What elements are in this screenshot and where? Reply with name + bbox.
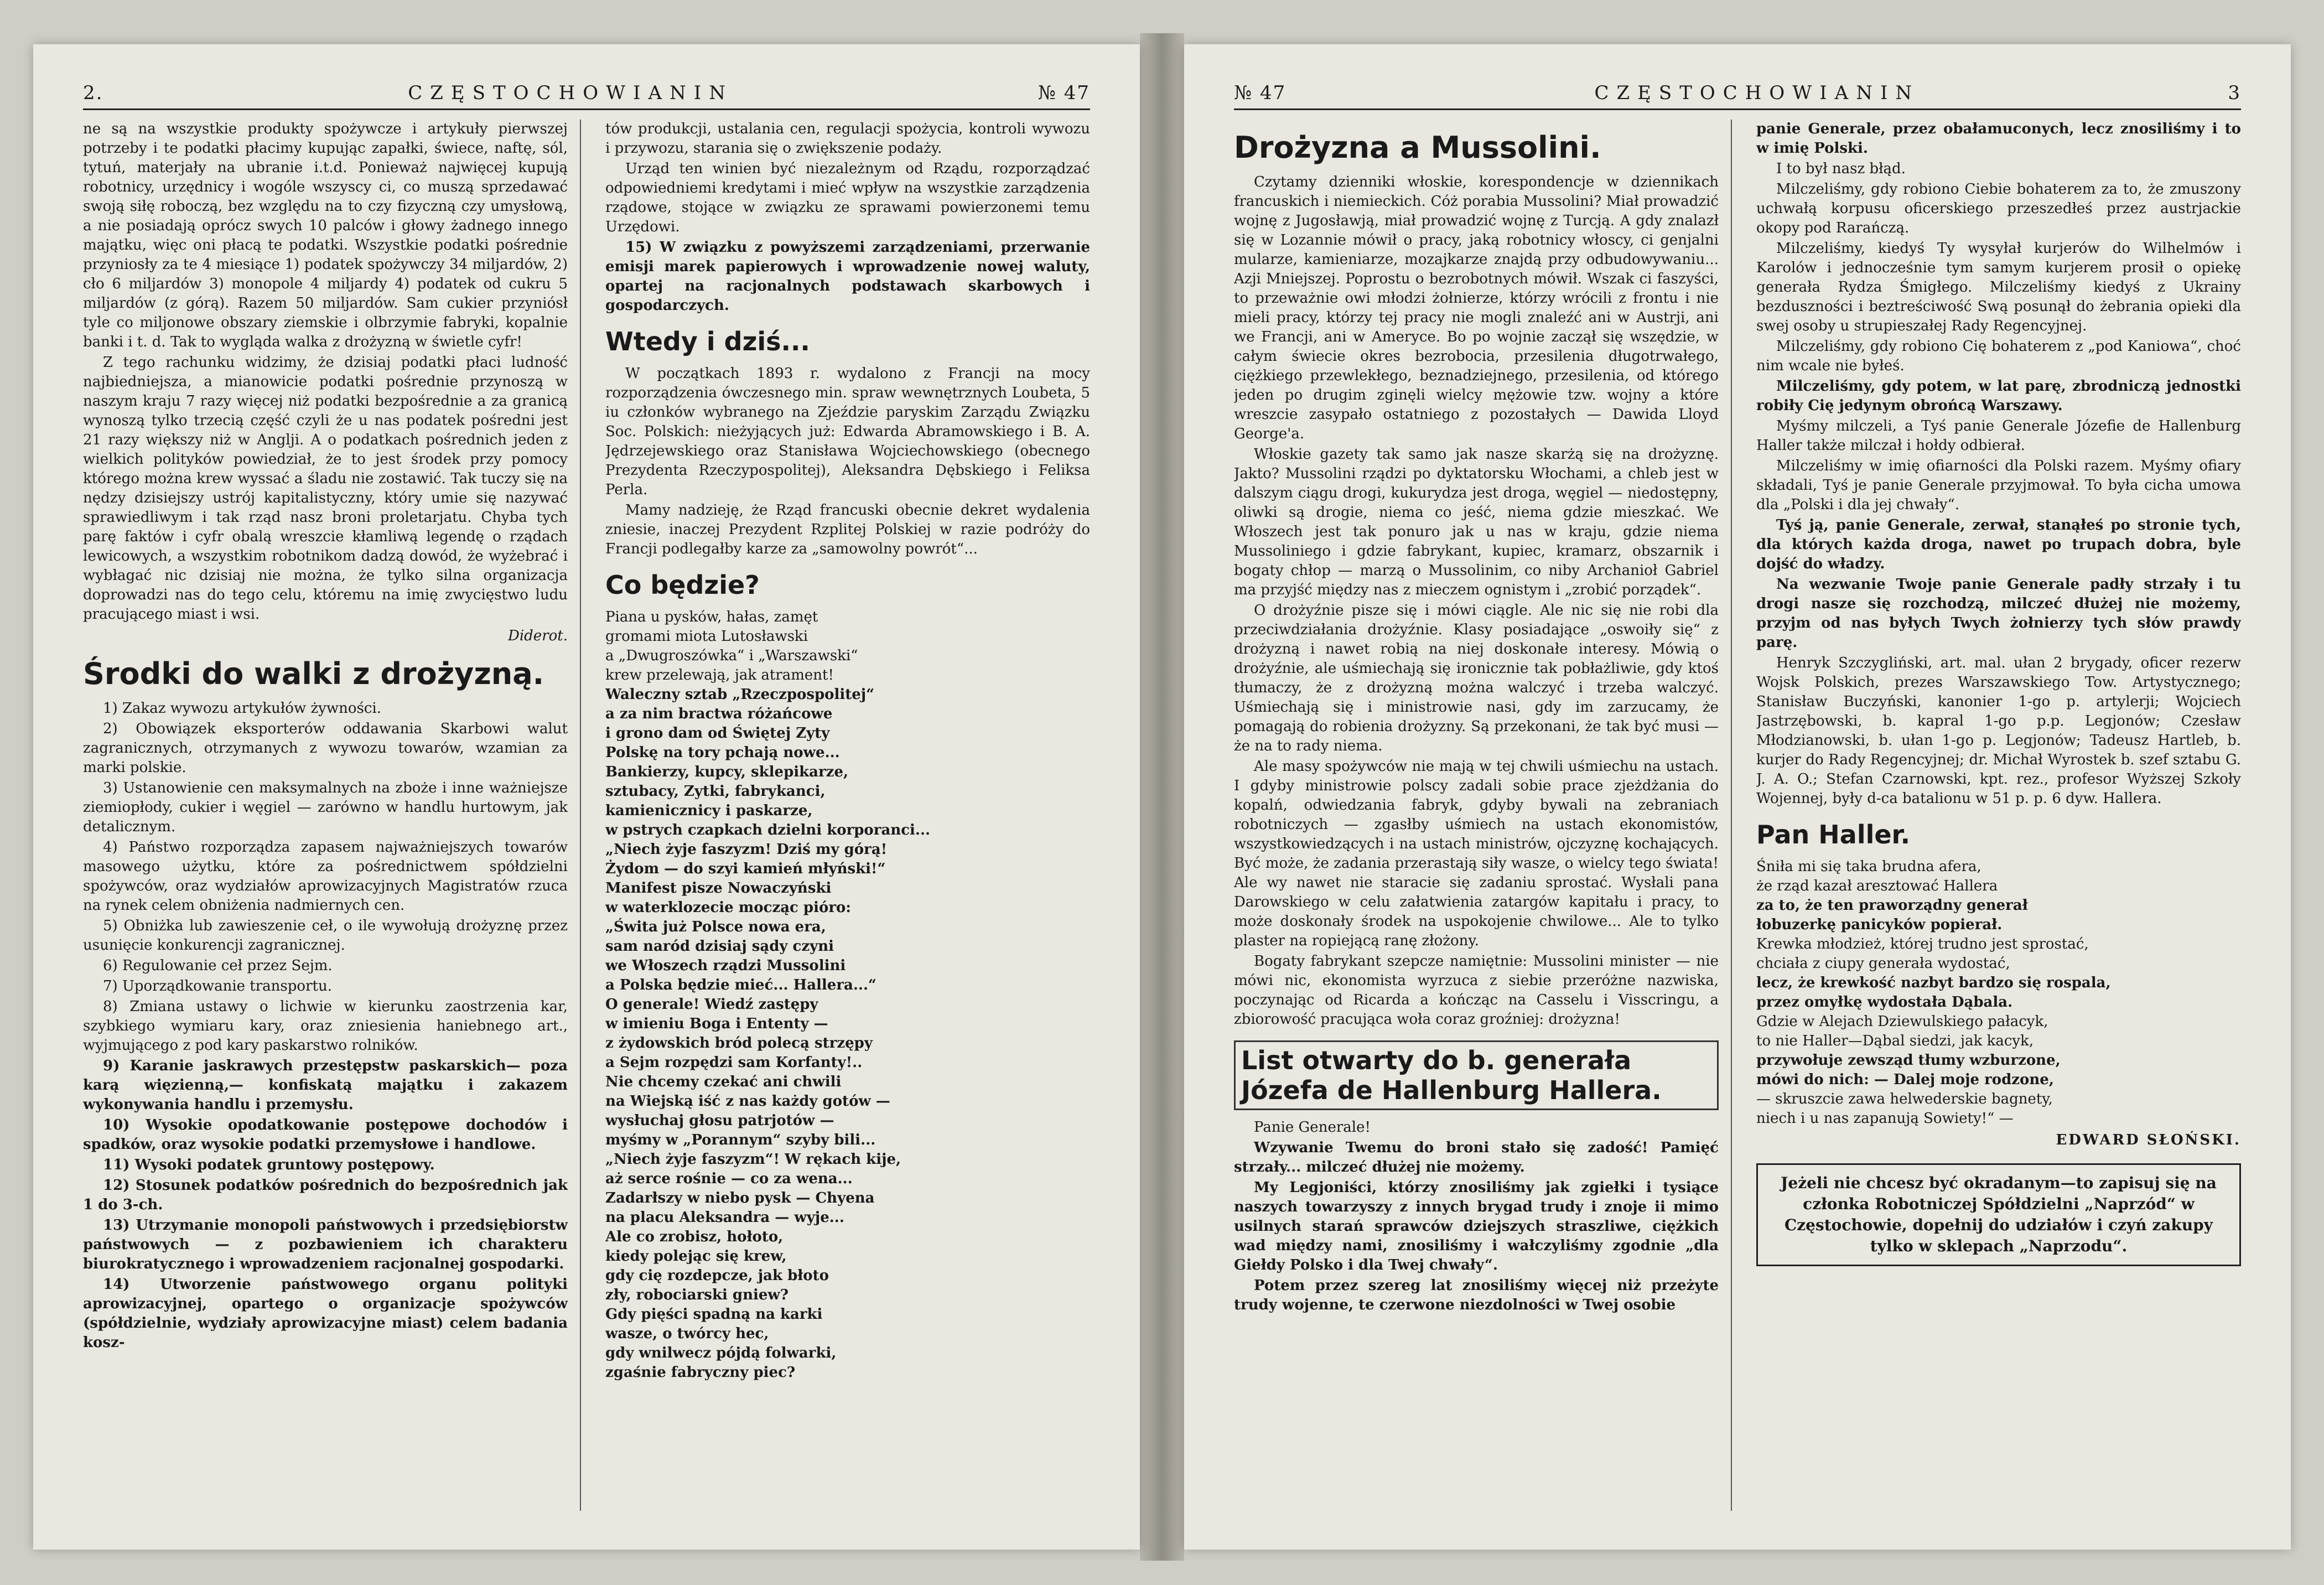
poem-pan-haller	[1756, 857, 2241, 1128]
article-paragraph: Ale masy spożywców nie mają w tej chwili uśmiechu na ustach. I gdyby ministrowie polscy zadali sobie prace zjeżdżania do kopalń, odwiedzania fabryk, gdyby bywali na zebraniach robotniczych — zgasłby uśmiech na ustach ekonomistów, wszystkowiedzących i na ustach ministrów, ojczyznę kochających. Być może, że zadania przerastają siły wasze, o wielcy tego świata! Ale wy nawet nie staracie się zadaniu sprostać. Wysłali pana Darowskiego w celu załatwienia zatargów kapitału i pracy, to może doskonały środek na uspokojenie chwilowe... Ale to tylko plaster na ropiejącą ranę złożony.	[1234, 758, 1719, 949]
article-signature: Diderot.	[508, 628, 568, 644]
letter-paragraph: Potem przez szereg lat znosiliśmy więcej niż przeżyte trudy wojenne, te czerwone niezdolności w Twej osobie	[1234, 1277, 1719, 1313]
left-column-1	[83, 120, 581, 1511]
list-item: 1) Zakaz wywozu artykułów żywności.	[103, 700, 381, 717]
poem-line: kiedy polejąc się krew,	[605, 1248, 787, 1265]
letter-paragraph: Milczeliśmy, kiedyś Ty wysyłał kurjerów do Wilhelmów i Karolów i jednocześnie tym samym kurjerem prosił o opiekę generała Rydza Śmigłego. Milczeliśmy kiedyś z Ukrainy bezduszności i beztreściwość Swą posunął do żebrania opieki dla swej osoby u strupieszałej Rady Regencyjnej.	[1756, 240, 2241, 334]
poem-line: w waterklozecie mocząc pióro:	[605, 899, 851, 916]
list-item: 9) Karanie jaskrawych przestępstw paskarskich— poza karą więzienną,— konfiskatą majątku i zakazem wykonywania handlu i przemysłu.	[83, 1058, 568, 1113]
poem-line: i grono dam od Świętej Zyty	[605, 725, 830, 742]
poem-signature: EDWARD SŁOŃSKI.	[2056, 1132, 2241, 1148]
poem-line: Waleczny sztab „Rzeczpospolitej“	[605, 686, 875, 703]
article-paragraph: Bogaty fabrykant szepcze namiętnie: Mussolini minister — nie mówi nic, ekonomista wyrzuca z siebie przeróżne nazwiska, poczynając od Ricarda a kończąc na Casselu i Visscringu, a zbiorowość pracująca woła coraz groźniej: drożyzna!	[1234, 953, 1719, 1028]
cooperative-notice: Jeżeli nie chcesz być okradanym—to zapisuj się na członka Robotniczej Spółdzielni „Naprzód“ w Częstochowie, dopełnij do udziałów i czyń zakupy tylko w sklepach „Naprzodu“.	[1756, 1163, 2241, 1266]
poem-line: gdy cię rozdepcze, jak błoto	[605, 1267, 829, 1284]
poem-line: przez omyłkę wydostała Dąbala.	[1756, 994, 2013, 1011]
list-item: 4) Państwo rozporządza zapasem najważniejszych towarów masowego użytku, które za pośrednictwem spółdzielni spożywców, oraz wydziałów aprowizacyjnych Magistratów rzuca na rynek celem obniżenia nadmiernych cen.	[83, 839, 568, 914]
poem-line: myśmy w „Porannym“ szyby bili...	[605, 1132, 876, 1148]
poem-line: chciała z ciupy generała wydostać,	[1756, 955, 2010, 972]
article-paragraph: 15) W związku z powyższemi zarządzeniami, przerwanie emisji marek papierowych i wprowadzenie nowej waluty, opartej na racjonalnych podstawach skarbowych i gospodarczych.	[605, 239, 1090, 314]
headline-co-bedzie: Co będzie?	[605, 570, 760, 600]
poem-line: a Sejm rozpędzi sam Korfanty!..	[605, 1054, 863, 1071]
article-paragraph: Mamy nadzieję, że Rząd francuski obecnie dekret wydalenia zniesie, inaczej Prezydent Rzplitej Polskiej w razie podróży do Francji podlegałby karze za „samowolny powrót“...	[605, 502, 1090, 557]
right-masthead: CZĘSTOCHOWIANIN	[1594, 82, 1920, 104]
right-page-number: 3	[2228, 82, 2241, 104]
article-paragraph: Z tego rachunku widzimy, że dzisiaj podatki płaci ludność najbiedniejsza, a mianowicie podatki pośrednie przynoszą w naszym kraju 7 razy więcej niż podatki bezpośrednie a za granicą wynoszą tylko trzecią część czyli że u nas podatek pośredni jest 21 razy większy niż w Anglji. A o podatkach pośrednich jeden z wielkich polityków powiedział, że to jest środek przy pomocy którego można krew wyssać a śladu nie zostawić. Tak tuczy się na nędzy dzisiejszy ustrój kapitalistyczny, który umie się nazywać sprawiedliwym i tak rząd nasz broni proletarjatu. Chyba tych parę faktów i cyfr obalą wreszcie kłamliwą legendę o rządach lewicowych, a wszystkim robotnikom dadzą dowód, że wyżebrać i wybłagać nic dzisiaj nie można, że tylko silna organizacja doprowadzi nas do tego celu, któremu na imię zwycięstwo ludu pracującego miast i wsi.	[83, 354, 568, 623]
poem-line: Gdy pięści spadną na karki	[605, 1306, 823, 1323]
letter-paragraph: I to był nasz błąd.	[1776, 160, 1906, 177]
poem-line: krew przelewają, jak atrament!	[605, 667, 834, 683]
article-paragraph: W początkach 1893 r. wydalono z Francji na mocy rozporządzenia ówczesnego min. spraw wewnętrznych Loubeta, 5 iu członków wybranego na Zjeździe paryskim Zarządu Związku Soc. Polskich: nieżyjących już: Edwarda Abramowskiego i B. A. Jędrzejewskiego oraz Stanisława Wojciechowskiego (obecnego Prezydenta Rzeczypospolitej), Aleksandra Dębskiego i Feliksa Perla.	[605, 365, 1090, 498]
letter-paragraph: Tyś ją, panie Generale, zerwał, stanąłeś po stronie tych, dla których każda droga, nawet po trupach dobra, byle dojść do władzy.	[1756, 517, 2241, 572]
letter-paragraph: Milczeliśmy, gdy potem, w lat parę, zbrodniczą jednostki robiły Cię jedynym obrońcą Warszawy.	[1756, 378, 2241, 414]
poem-line: w pstrych czapkach dzielni korporanci...	[605, 822, 931, 838]
poem-line: wysłuchaj głosu patrjotów —	[605, 1112, 834, 1129]
headline-wtedy-i-dzis: Wtedy i dziś...	[605, 327, 810, 356]
letter-paragraph: Panie Generale!	[1254, 1119, 1371, 1136]
article-paragraph: O drożyźnie pisze się i mówi ciągle. Ale nic się nie robi dla przeciwdziałania drożyźnie. Klasy posiadające „oswoiły się“ z drożyzną i nawet robią na niej doskonałe interesy. Mówią o drożyźnie, ale uśmiechają się ironicznie tak pobłażliwie, gdy ktoś tłumaczy, że z drożyzną można walczyć i trzeba walczyć. Uśmiechają się i ministrowie nasi, gdy im zarzucamy, że pomagają do robienia drożyzny. Są przekonani, że tak być musi — że na to rady niema.	[1234, 602, 1719, 754]
poem-line: Krewka młodzież, której trudno jest sprostać,	[1756, 936, 2089, 952]
article-paragraph: Włoskie gazety tak samo jak nasze skarżą się na drożyznę. Jakto? Mussolini rządzi po dyktatorsku Włochami, a chleb jest w dalszym ciągu drogi, kukurydza jest droga, węgiel — niedostępny, oliwki są drogie, niema co jeść, niema gdzie mieszkać. We Włoszech jest tak ponuro jak u nas w kraju, gdzie niema Mussoliniego i gdzie fabrykant, kupiec, kramarz, obszarnik i bogaty chłop — marzą o Mussolinim, co niby Archanioł Gabriel ma przyjść między nas z mieczem ognistym i „zrobić porządek“.	[1234, 446, 1719, 598]
list-item: 2) Obowiązek eksporterów oddawania Skarbowi walut zagranicznych, otrzymanych z wywozu towarów, wzamian za marki polskie.	[83, 721, 568, 776]
right-running-head	[1234, 77, 2241, 110]
poem-line: — skruszcie zawa helwederskie bagnety,	[1756, 1091, 2053, 1107]
poem-line: że rząd kazał aresztować Hallera	[1756, 878, 1998, 894]
poem-line: O generale! Wiedź zastępy	[605, 996, 818, 1013]
poem-line: lecz, że krewkość nazbyt bardzo się rospala,	[1756, 975, 2111, 991]
poem-line: Zadarłszy w niebo pysk — Chyena	[605, 1190, 875, 1206]
list-item: 14) Utworzenie państwowego organu polityki aprowizacyjnej, opartego o organizacje spożywców (spółdzielnie, wydziały aprowizacyjne miast) celem badania kosz-	[83, 1276, 568, 1351]
poem-line: Polskę na tory pchają nowe...	[605, 744, 840, 761]
article-paragraph: ne są na wszystkie produkty spożywcze i artykuły pierwszej potrzeby i te podatki płacimy kupując zapałki, świece, naftę, sól, tytuń, materjały na ubranie i.t.d. Ponieważ najwięcej kupują robotnicy, urzędnicy i wogóle wszyscy ci, co muszą sprzedawać swoją siłę roboczą, bez względu na to czy fizyczną czy umysłową, a nie posiadają oprócz swych 10 palców i głowy żadnego innego majątku, więc oni płacą te podatki. Wszystkie podatki pośrednie przyniosły za te 4 miesiące 1) podatek spożywczy 34 miljardów, 2) cło 6 miljardów 3) monopole 4 miljardy 4) podatek od cukru 5 miljardów (z górą). Razem 50 miljardów. Sam cukier przyniósł tyle co miljonowe obszary ziemskie i olbrzymie fabryki, kopalnie banki i t. d. Tak to wygląda walka z drożyzną w świetle cyfr!	[83, 121, 568, 350]
list-item: 3) Ustanowienie cen maksymalnych na zboże i inne ważniejsze ziemiopłody, cukier i węgiel — zarówno w handlu hurtowym, jak detalicznym.	[83, 780, 568, 835]
poem-line: z żydowskich bród polecą strzępy	[605, 1035, 873, 1052]
letter-paragraph: Myśmy milczeli, a Tyś panie Generale Józefie de Hallenburg Haller także milczał i hołdy odbierał.	[1756, 418, 2241, 454]
poem-line: zły, robociarski gniew?	[605, 1287, 789, 1303]
poem-line: Piana u pysków, hałas, zamęt	[605, 609, 818, 625]
headline-srodki: Środki do walki z drożyzną.	[83, 656, 544, 691]
letter-paragraph: Milczeliśmy w imię ofiarności dla Polski razem. Myśmy ofiary składali, Tyś je panie Generale przyjmował. To była cicha umowa dla „Polski i dla jej chwały“.	[1756, 458, 2241, 513]
poem-line: sztubacy, Zytki, fabrykanci,	[605, 783, 826, 800]
poem-line: przywołuje zewsząd tłumy wzburzone,	[1756, 1052, 2061, 1069]
poem-line: gromami miota Lutosławski	[605, 628, 808, 645]
poem-line: „Niech żyje faszyzm“! W rękach kije,	[605, 1151, 901, 1168]
right-issue-number: № 47	[1234, 82, 1286, 104]
headline-list-otwarty: List otwarty do b. generała Józefa de Hallenburg Hallera.	[1234, 1040, 1719, 1110]
article-paragraph: Czytamy dzienniki włoskie, korespondencje w dziennikach francuskich i niemieckich. Cóż porabia Mussolini? Miał prowadzić wojnę z Jugosławją, miał prowadzić wojnę z Turcją. A gdy znalazł się w Lozannie mówił o pracy, jaką robotnicy włoscy, ci genjalni mularze, kamieniarze, mozajkarze znajdą przy odbudowywaniu... Azji Mniejszej. Poprostu o bezrobotnych mówił. Wszak ci faszyści, to przeważnie owi młodzi żołnierze, którzy wrócili z frontu i nie mieli pracy, którzy tej pracy nie mogli znaleźć ani w Austrji, ani we Francji, ani w Ameryce. Bo po wojnie zaczął się wszędzie, w całym świecie okres bezrobocia, przesilenia długotrwałego, ciężkiego przewlekłego, beznadziejnego, przesilenia, od którego jeden po drugim zginęli wielcy mężowie tzw. wojny a które wreszcie zasypało ostatniego z pozostałych — Dawida Lloyd George'a.	[1234, 174, 1719, 442]
poem-line: mówi do nich: — Dalej moje rodzone,	[1756, 1071, 2054, 1088]
right-page	[1184, 44, 2291, 1550]
list-item: 6) Regulowanie ceł przez Sejm.	[103, 957, 333, 974]
poem-line: a za nim bractwa różańcowe	[605, 706, 833, 722]
list-item: 13) Utrzymanie monopoli państwowych i przedsiębiorstw państwowych — z pozbawieniem ich charakteru biurokratycznego i wprowadzeniem racjonalnej gospodarki.	[83, 1217, 568, 1272]
article-paragraph: Urząd ten winien być niezależnym od Rządu, rozporządzać odpowiedniemi kredytami i mieć wpływ na wszystkie zarządzenia rządowe, stojące w związku ze sprawami powierzonemi temu Urzędowi.	[605, 160, 1090, 235]
poem-line: niech i u nas zapanują Sowiety!“ —	[1756, 1110, 2014, 1127]
poem-line: Manifest pisze Nowaczyński	[605, 880, 832, 897]
poem-line: sam naród dzisiaj sądy czyni	[605, 938, 834, 955]
poem-line: Śniła mi się taka brudna afera,	[1756, 858, 1981, 875]
left-columns	[83, 120, 1090, 1511]
list-item: 11) Wysoki podatek gruntowy postępowy.	[103, 1157, 435, 1173]
poem-line: zgaśnie fabryczny piec?	[605, 1364, 796, 1381]
poem-line: Bankierzy, kupcy, sklepikarze,	[605, 764, 849, 780]
poem-line: Ale co zrobisz, hołoto,	[605, 1229, 784, 1245]
right-column-1	[1234, 120, 1732, 1511]
article-paragraph: tów produkcji, ustalania cen, regulacji spożycia, kontroli wywozu i przywozu, starania się o zwiększenie podaży.	[605, 121, 1090, 157]
poem-line: „Świta już Polsce nowa era,	[605, 919, 826, 935]
poem-line: na Wiejską iść z nas każdy gotów —	[605, 1093, 890, 1110]
list-item: 5) Obniżka lub zawieszenie ceł, o ile wywołują drożyznę przez usunięcie konkurencji zagranicznej.	[83, 918, 568, 954]
list-item: 12) Stosunek podatków pośrednich do bezpośrednich jak 1 do 3-ch.	[83, 1177, 568, 1213]
poem-co-bedzie	[605, 608, 1090, 1382]
left-column-2	[605, 120, 1090, 1511]
headline-pan-haller: Pan Haller.	[1756, 820, 1911, 850]
poem-line: Nie chcemy czekać ani chwili	[605, 1074, 842, 1090]
right-columns	[1234, 120, 2241, 1511]
left-page-number: 2.	[83, 82, 103, 104]
poem-line: we Włoszech rządzi Mussolini	[605, 957, 846, 974]
letter-paragraph: Wzywanie Twemu do broni stało się zadość! Pamięć strzały... milczeć dłużej nie możemy.	[1234, 1139, 1719, 1175]
book-gutter	[1140, 33, 1184, 1561]
left-running-head	[83, 77, 1090, 110]
poem-line: za to, że ten praworządny generał	[1756, 897, 2028, 914]
poem-line: Gdzie w Alejach Dziewulskiego pałacyk,	[1756, 1013, 2048, 1030]
letter-signatories: Henryk Szczygliński, art. mal. ułan 2 brygady, oficer rezerw Wojsk Polskich, prezes Warszawskiego Tow. Artystycznego; Stanisław Buczyński, kanonier 1-go p. artylerji; Wojciech Jastrzębowski, b. kapral 1-go p.p. Legjonów; Czesław Młodzianowski, b. ułan 1-go p. Legjonów; Tadeusz Hartleb, b. kurjer do Rady Regencyjnej; dr. Michał Wyrostek b. szef sztabu G. J. A. O.; Stefan Czarnowski, kpt. rez., profesor Wyższej Szkoły Wojennej, były d-ca batalionu w 51 p. p. 6 dyw. Hallera.	[1756, 655, 2241, 807]
letter-paragraph: Milczeliśmy, gdy robiono Ciebie bohaterem za to, że zmuszony uchwałą korpusu oficerskiego przeszedłeś przez austrjackie okopy pod Rarańczą.	[1756, 181, 2241, 236]
right-column-2	[1756, 120, 2241, 1511]
letter-paragraph: Na wezwanie Twoje panie Generale padły strzały i tu drogi nasze się rozchodzą, milczeć dłużej nie możemy, przyjm od nas byłych Twych żołnierzy tych słów prawdy parę.	[1756, 576, 2241, 651]
list-item: 8) Zmiana ustawy o lichwie w kierunku zaostrzenia kar, szybkiego wymiaru kary, oraz zniesienia haniebnego art., wyjmującego z pod kary paskarstwo rolników.	[83, 998, 568, 1054]
poem-line: łobuzerkę panicyków popierał.	[1756, 916, 2003, 933]
poem-line: to nie Haller—Dąbal siedzi, jak kacyk,	[1756, 1033, 2034, 1049]
poem-line: na placu Aleksandra — wyje...	[605, 1209, 844, 1226]
poem-line: a Polska będzie mieć... Hallera...“	[605, 977, 876, 993]
poem-line: aż serce rośnie — co za wena...	[605, 1170, 853, 1187]
poem-line: w imieniu Boga i Ententy —	[605, 1016, 828, 1032]
poem-line: gdy wnilwecz pójdą folwarki,	[605, 1345, 837, 1361]
list-item: 10) Wysokie opodatkowanie postępowe dochodów i spadków, oraz wysokie podatki przemysłowe i handlowe.	[83, 1117, 568, 1153]
left-masthead: CZĘSTOCHOWIANIN	[408, 82, 733, 104]
poem-line: wasze, o twórcy hec,	[605, 1325, 769, 1342]
left-page	[33, 44, 1140, 1550]
list-item: 7) Uporządkowanie transportu.	[103, 978, 332, 994]
poem-line: a „Dwugroszówka“ i „Warszawski“	[605, 648, 858, 664]
poem-line: „Niech żyje faszyzm! Dziś my górą!	[605, 841, 888, 858]
letter-paragraph: panie Generale, przez obałamuconych, lecz znosiliśmy i to w imię Polski.	[1756, 121, 2241, 157]
headline-drozyzna-a-mussolini: Drożyzna a Mussolini.	[1234, 130, 1601, 165]
poem-line: Żydom — do szyi kamień młyński!“	[605, 861, 886, 877]
poem-line: kamienicznicy i paskarze,	[605, 802, 813, 819]
letter-paragraph: Milczeliśmy, gdy robiono Cię bohaterem z „pod Kaniowa“, choć nim wcale nie byłeś.	[1756, 338, 2241, 374]
left-issue-number: № 47	[1038, 82, 1090, 104]
letter-paragraph: My Legjoniści, którzy znosiliśmy jak zgiełki i tysiące naszych towarzyszy z innych brygad trudy i znoje ii mimo usilnych starań sprawców dziejszych straszliwe, ciężkich wad między nami, znosiliśmy i wałczyliśmy zgodnie „dla Giełdy Polsko i dla Twej chwały“.	[1234, 1179, 1719, 1273]
